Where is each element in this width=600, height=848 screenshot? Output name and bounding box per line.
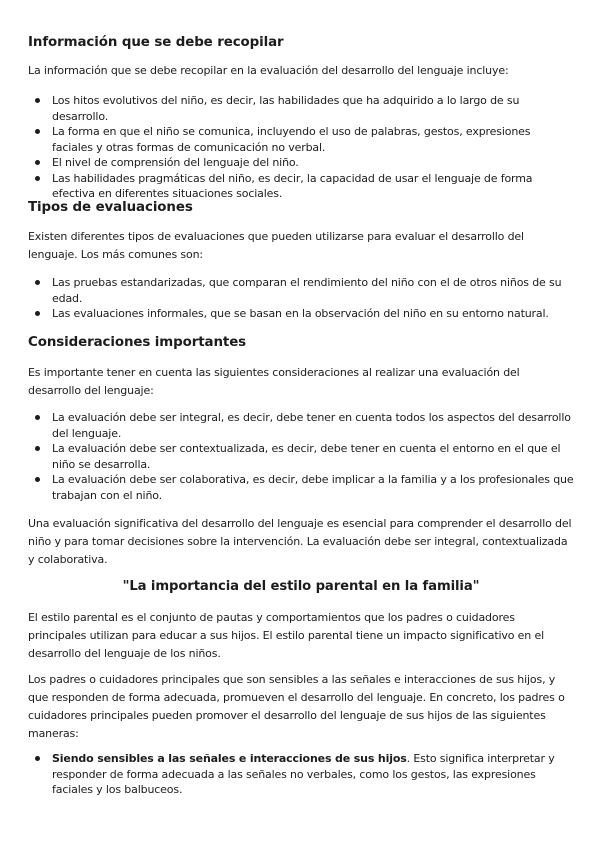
bullet-icon xyxy=(35,446,40,451)
section-title-tipos: Tipos de evaluaciones xyxy=(28,200,193,215)
section-title-consideraciones: Consideraciones importantes xyxy=(28,335,247,350)
bullet-icon xyxy=(35,160,40,165)
section-intro-tipos: Existen diferentes tipos de evaluaciones que pueden utilizarse para evaluar el desarrollo del lenguaje. Los más comunes son: xyxy=(28,230,524,261)
paragraph-estilo-parental-2: Los padres o cuidadores principales que son sensibles a las señales e interacciones de sus hijos, y que responden de forma adecuada, promueven el desarrollo del lenguaje. En concreto, los padres o cuidadores principales pueden promover el desarrollo del lenguaje de sus hijos de las siguientes maneras: xyxy=(28,673,565,740)
bullet-icon xyxy=(35,176,40,181)
list-consideraciones xyxy=(28,410,574,503)
bullet-icon xyxy=(35,756,40,761)
bullet-icon xyxy=(35,311,40,316)
list-item: La evaluación debe ser colaborativa, es decir, debe implicar a la familia y a los profesionales que trabajan con el niño. xyxy=(28,472,574,503)
bullet-icon xyxy=(35,280,40,285)
list-informacion xyxy=(28,93,574,202)
list-item: La forma en que el niño se comunica, incluyendo el uso de palabras, gestos, expresiones faciales y otras formas de comunicación no verbal. xyxy=(28,124,574,155)
section-title-estilo-parental: "La importancia del estilo parental en la familia" xyxy=(122,579,480,594)
section-intro-informacion: La información que se debe recopilar en la evaluación del desarrollo del lenguaje incluye: xyxy=(28,64,509,77)
list-tipos xyxy=(28,275,574,322)
list-item: Las evaluaciones informales, que se basan en la observación del niño en su entorno natural. xyxy=(28,306,574,322)
section-title-informacion: Información que se debe recopilar xyxy=(28,35,284,50)
bullet-icon xyxy=(35,98,40,103)
list-estilo-parental xyxy=(28,751,574,798)
list-item: Los hitos evolutivos del niño, es decir, las habilidades que ha adquirido a lo largo de su desarrollo. xyxy=(28,93,574,124)
bullet-icon xyxy=(35,477,40,482)
list-item: Siendo sensibles a las señales e interacciones de sus hijos. Esto significa interpretar y responder de forma adecuada a las señales no verbales, como los gestos, las expresiones faciales y los balbuceos. xyxy=(28,751,574,798)
section-intro-consideraciones: Es importante tener en cuenta las siguientes consideraciones al realizar una evaluación del desarrollo del lenguaje: xyxy=(28,366,520,397)
list-item: Las habilidades pragmáticas del niño, es decir, la capacidad de usar el lenguaje de forma efectiva en diferentes situaciones sociales. xyxy=(28,171,574,202)
paragraph-estilo-parental-1: El estilo parental es el conjunto de pautas y comportamientos que los padres o cuidadores principales utilizan para educar a sus hijos. El estilo parental tiene un impacto significativo en el desarrollo del lenguaje de los niños. xyxy=(28,611,544,660)
section-conclusion-consideraciones: Una evaluación significativa del desarrollo del lenguaje es esencial para comprender el desarrollo del niño y para tomar decisiones sobre la intervención. La evaluación debe ser integral, contextualizada y colaborativa. xyxy=(28,517,572,566)
list-item: La evaluación debe ser integral, es decir, debe tener en cuenta todos los aspectos del desarrollo del lenguaje. xyxy=(28,410,574,441)
list-item: Las pruebas estandarizadas, que comparan el rendimiento del niño con el de otros niños de su edad. xyxy=(28,275,574,306)
list-item: La evaluación debe ser contextualizada, es decir, debe tener en cuenta el entorno en el que el niño se desarrolla. xyxy=(28,441,574,472)
bullet-icon xyxy=(35,415,40,420)
list-item: El nivel de comprensión del lenguaje del niño. xyxy=(28,155,574,171)
bullet-icon xyxy=(35,129,40,134)
